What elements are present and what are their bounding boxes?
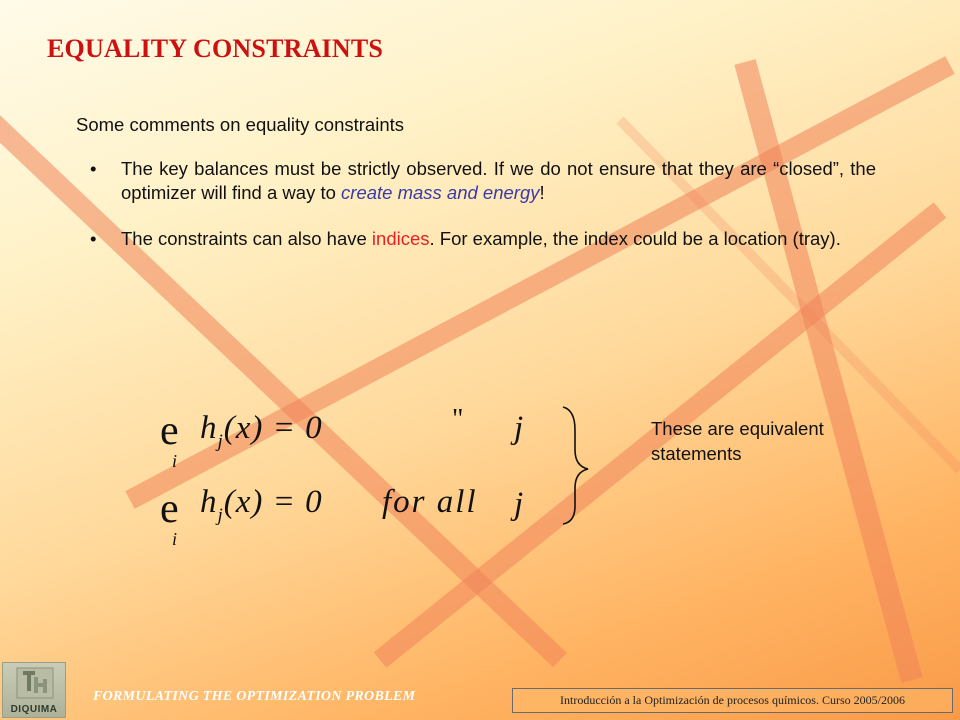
bullet-text-before: The constraints can also have (121, 228, 372, 249)
sum-index-2: i (172, 529, 178, 549)
footer-course-text: Introducción a la Optimización de procesos químicos. Curso 2005/2006 (560, 693, 905, 707)
highlight-create-mass-energy: create mass and energy (341, 182, 540, 203)
slide-title: EQUALITY CONSTRAINTS (47, 34, 384, 63)
lhs-rest-1: (x) = 0 (223, 410, 323, 446)
footer-course-label (512, 688, 953, 713)
equation-lhs-1 (200, 410, 323, 460)
bullet-text (121, 157, 876, 205)
sum-index-1: i (172, 451, 178, 471)
logo-text: DIQUIMA (10, 704, 58, 715)
stripe-3 (745, 62, 912, 680)
bullet-marker: • (90, 228, 97, 249)
variable-j-1: j (514, 410, 524, 446)
equivalence-note: These are equivalent statements (651, 418, 824, 464)
logo-mark-icon (16, 667, 54, 699)
quantifier-symbol-1: " (452, 404, 464, 435)
lhs-subscript-2: j (217, 505, 224, 526)
lhs-subscript-1: j (217, 431, 224, 452)
footer-section-title: FORMULATING THE OPTIMIZATION PROBLEM (93, 689, 416, 704)
bullet-indices (76, 227, 876, 251)
lhs-h-2: h (200, 484, 218, 520)
highlight-indices: indices (371, 228, 430, 249)
intro-text: Some comments on equality constraints (76, 114, 405, 135)
lhs-h-1: h (200, 410, 218, 446)
sum-symbol-2: e (160, 486, 179, 532)
sum-symbol-1: e (160, 408, 179, 454)
equation-lhs-2 (200, 484, 323, 534)
variable-j-2: j (514, 486, 524, 522)
bullet-text (121, 227, 876, 251)
bullet-text-after: ! (539, 182, 545, 203)
quantifier-text-2: for all (382, 484, 478, 520)
bullet-text-after: . For example, the index could be a location (tray). (429, 228, 841, 249)
bullet-text-before: The key balances must be strictly observed. If we do not ensure that they are “closed”, the optimizer will find a way to (121, 158, 876, 203)
lhs-rest-2: (x) = 0 (223, 484, 323, 520)
bullet-marker: • (90, 158, 97, 179)
bullet-balances (76, 157, 876, 205)
diquima-logo (2, 662, 66, 718)
